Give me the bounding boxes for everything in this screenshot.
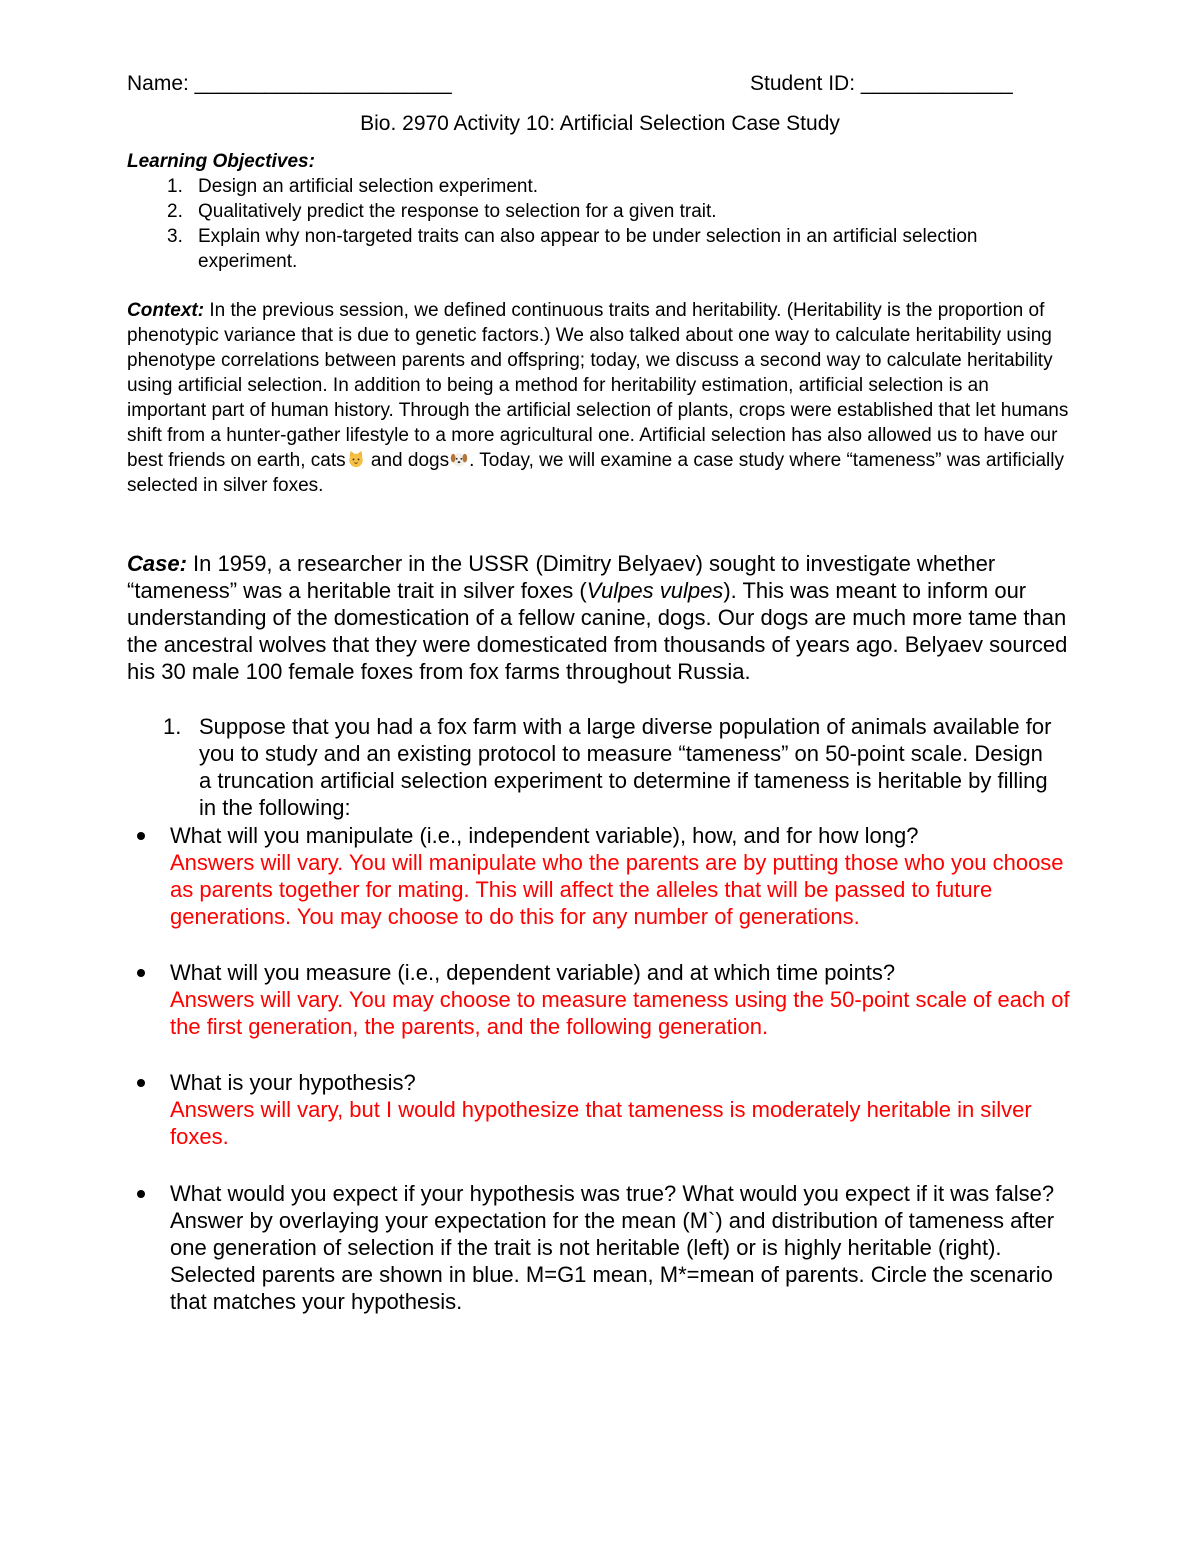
list-item-text: Qualitatively predict the response to selection for a given trait.	[198, 201, 717, 222]
context-paragraph	[127, 298, 1072, 498]
page-title: Bio. 2970 Activity 10: Artificial Selection Case Study	[360, 112, 840, 135]
context-text: and dogs	[365, 450, 450, 471]
bullet-question: What would you expect if your hypothesis was true? What would you expect if it was false? Answer by overlaying your expectation for the mean (M`) and distribution of tameness after one generation of selection if the trait is not heritable (left) or is highly heritable (right). Selected parents are shown in blue. M=G1 mean, M*=mean of parents. Circle the scenario that matches your hypothesis.	[170, 1181, 1055, 1314]
bullet-item-hypothesis	[127, 1069, 1072, 1150]
bullet-question: What will you measure (i.e., dependent variable) and at which time points?	[170, 960, 896, 985]
learning-objectives-heading: Learning Objectives:	[127, 151, 315, 172]
species-name: Vulpes vulpes	[586, 578, 724, 603]
context-label: Context:	[127, 300, 205, 321]
question-number: 1.	[163, 714, 182, 739]
bullet-icon	[137, 1079, 145, 1087]
case-paragraph	[127, 550, 1077, 685]
list-number: 2.	[167, 201, 183, 222]
list-item	[127, 224, 1027, 274]
bullet-answer: Answers will vary. You will manipulate who the parents are by putting those who you choose as parents together for mating. This will affect the alleles that will be passed to future generations. You may choose to do this for any number of generations.	[170, 850, 1064, 929]
bullet-item-manipulate	[127, 822, 1072, 930]
dog-face-icon	[450, 450, 468, 468]
list-item-text: Design an artificial selection experiment.	[198, 176, 539, 197]
question-text: Suppose that you had a fox farm with a large diverse population of animals available for you to study and an existing protocol to measure “tameness” on 50-point scale. Design a truncation artificial selection experiment to determine if tameness is heritable by filling in the following:	[199, 714, 1052, 820]
context-text: . Today, we will examine a case study where “tameness” was artificially selected in silver foxes.	[127, 450, 1064, 496]
student-id-field: Student ID: _____________	[750, 72, 1013, 95]
cat-face-icon	[347, 450, 365, 468]
case-text: In 1959, a researcher in the USSR (Dimitry Belyaev) sought to investigate whether “tameness” was a heritable trait in silver foxes (	[127, 551, 996, 603]
name-field: Name: ______________________	[127, 72, 452, 95]
header-row	[127, 72, 1057, 102]
list-item-text: Explain why non-targeted traits can also appear to be under selection in an artificial selection experiment.	[198, 226, 978, 272]
list-number: 3.	[167, 226, 183, 247]
bullet-icon	[137, 832, 145, 840]
bullet-icon	[137, 969, 145, 977]
question-1	[127, 713, 1057, 821]
bullet-answer: Answers will vary. You may choose to measure tameness using the 50-point scale of each of the first generation, the parents, and the following generation.	[170, 987, 1070, 1039]
list-item	[127, 199, 1027, 224]
bullet-question: What will you manipulate (i.e., independent variable), how, and for how long?	[170, 823, 919, 848]
bullet-item-expectation	[127, 1180, 1072, 1315]
list-number: 1.	[167, 176, 183, 197]
case-label: Case:	[127, 551, 187, 576]
list-item	[127, 174, 1027, 199]
case-text: ). This was meant to inform our understanding of the domestication of a fellow canine, dogs. Our dogs are much more tame than the ancestral wolves that they were domesticated from thousands of years ago. Belyaev sourced his 30 male 100 female foxes from fox farms throughout Russia.	[127, 578, 1068, 684]
bullet-question: What is your hypothesis?	[170, 1070, 416, 1095]
learning-objectives-list	[127, 174, 1027, 274]
bullet-icon	[137, 1190, 145, 1198]
context-text: In the previous session, we defined continuous traits and heritability. (Heritability is the proportion of phenotypic variance that is due to genetic factors.) We also talked about one way to calculate heritability using phenotype correlations between parents and offspring; today, we discuss a second way to calculate heritability using artificial selection. In addition to being a method for heritability estimation, artificial selection is an important part of human history. Through the artificial selection of plants, crops were established that let humans shift from a hunter-gather lifestyle to a more agricultural one. Artificial selection has also allowed us to have our best friends on earth, cats	[127, 300, 1069, 471]
bullet-item-measure	[127, 959, 1072, 1040]
bullet-answer: Answers will vary, but I would hypothesize that tameness is moderately heritable in silver foxes.	[170, 1097, 1032, 1149]
